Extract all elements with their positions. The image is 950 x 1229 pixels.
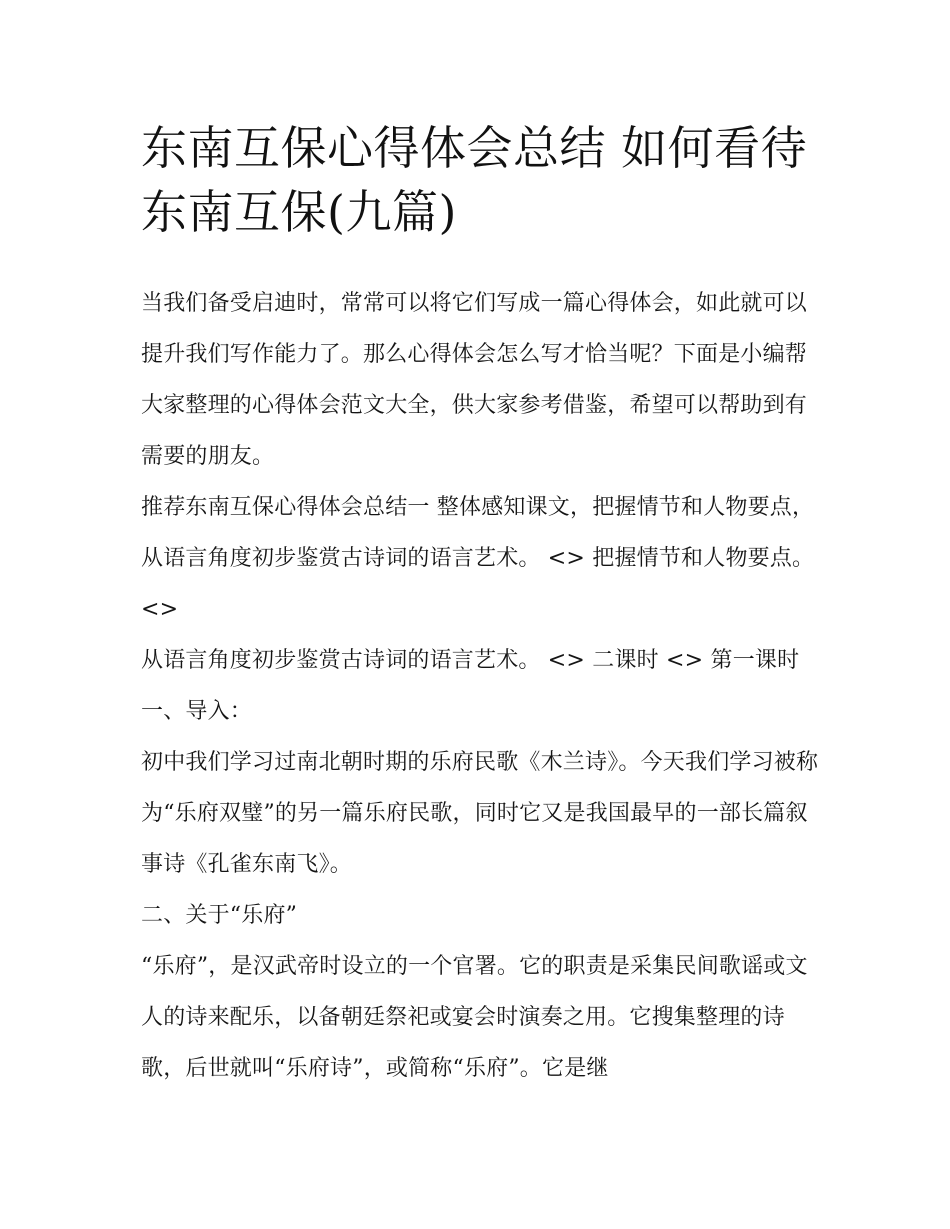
document-body <box>141 278 821 1094</box>
document-title: 东南互保心得体会总结 如何看待东南互保(九篇) <box>141 121 808 239</box>
paragraph-yuefu: “乐府”，是汉武帝时设立的一个官署。它的职责是采集民间歌谣或文人的诗来配乐，以备朝廷祭祀或宴会时演奏之用。它搜集整理的诗歌，后世就叫“乐府诗”，或简称“乐府”。它是继 <box>141 954 808 1081</box>
paragraph-recommend: 推荐东南互保心得体会总结一 整体感知课文，把握情节和人物要点，从语言角度初步鉴赏古诗词的语言艺术。 <> 把握情节和人物要点。 <> <box>141 495 815 622</box>
paragraph-language: 从语言角度初步鉴赏古诗词的语言艺术。 <> 二课时 <> 第一课时 一、导入： <box>141 648 800 724</box>
paragraph-intro: 当我们备受启迪时，常常可以将它们写成一篇心得体会，如此就可以提升我们写作能力了。那么心得体会怎么写才恰当呢？下面是小编帮大家整理的心得体会范文大全，供大家参考借鉴，希望可以帮助到有需要的朋友。 <box>141 291 808 469</box>
section-heading-yuefu: 二、关于“乐府” <box>141 903 298 928</box>
paragraph-intro-poem: 初中我们学习过南北朝时期的乐府民歌《木兰诗》。今天我们学习被称为“乐府双璧”的另一篇乐府民歌，同时它又是我国最早的一部长篇叙事诗《孔雀东南飞》。 <box>141 750 819 877</box>
